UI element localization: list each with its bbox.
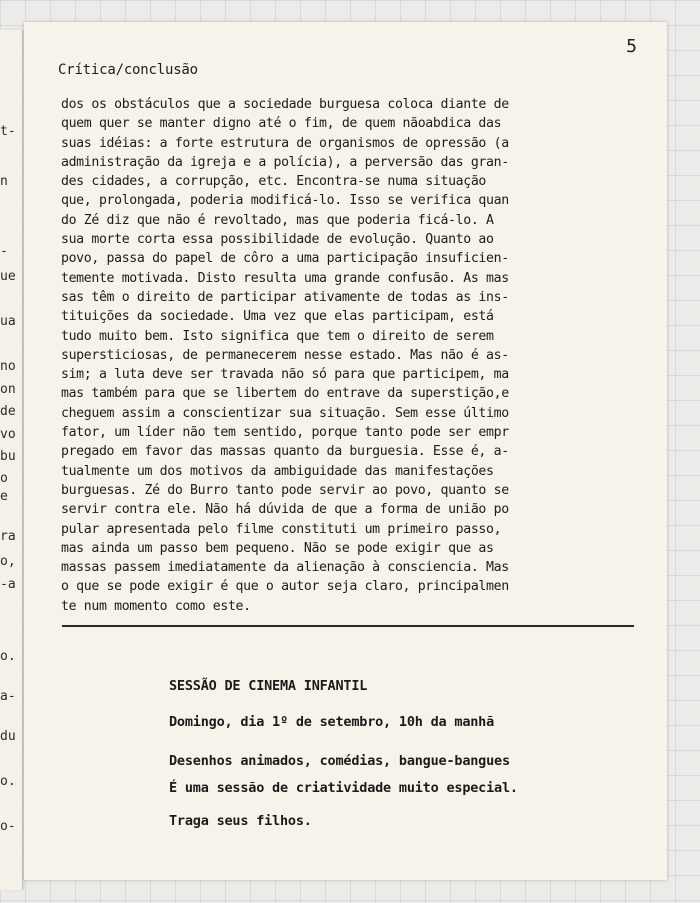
text-line: quem quer se manter digno até o fim, de quem nãoabdica das <box>61 116 502 132</box>
text-line: sim; a luta deve ser travada não só para que participem, ma <box>61 367 509 383</box>
text-line: fator, um líder não tem sentido, porque tanto pode ser empr <box>61 425 509 441</box>
text-line: temente motivada. Disto resulta uma grande confusão. As mas <box>61 270 509 286</box>
prev-page-fragment: ua <box>0 315 16 329</box>
prev-page-fragment: ra <box>0 530 16 544</box>
text-line: sas têm o direito de participar ativamente de todas as ins- <box>61 289 509 305</box>
prev-page-fragment: a- <box>0 690 16 704</box>
text-line: tituições da sociedade. Uma vez que elas participam, está <box>61 309 494 325</box>
previous-page-edge <box>0 30 23 890</box>
notice-title: SESSÃO DE CINEMA INFANTIL <box>169 678 368 694</box>
text-line: supersticiosas, de permanecerem nesse estado. Mas não é as- <box>61 347 509 363</box>
prev-page-fragment: du <box>0 730 16 744</box>
divider-rule <box>62 625 634 627</box>
section-heading: Crítica/conclusão <box>58 62 198 78</box>
text-line: que, prolongada, poderia modificá-lo. Isso se verifica quan <box>61 193 509 209</box>
prev-page-fragment: no <box>0 360 16 374</box>
prev-page-fragment: t- <box>0 125 16 139</box>
text-line: tudo muito bem. Isto significa que tem o direito de serem <box>61 328 494 344</box>
text-line: administração da igreja e a polícia), a perversão das gran- <box>61 154 509 170</box>
text-line: o que se pode exigir é que o autor seja claro, principalmen <box>61 579 509 595</box>
prev-page-fragment: -a <box>0 578 16 592</box>
prev-page-fragment: o. <box>0 650 16 664</box>
text-line: do Zé diz que não é revoltado, mas que poderia ficá-lo. A <box>61 212 494 228</box>
prev-page-fragment: de <box>0 405 16 419</box>
text-line: mas também para que se libertem do entrave da superstição,e <box>61 386 509 402</box>
text-line: servir contra ele. Não há dúvida de que a forma de união po <box>61 502 509 518</box>
prev-page-fragment: e <box>0 490 8 504</box>
prev-page-fragment: ue <box>0 270 16 284</box>
text-line: dos os obstáculos que a sociedade burguesa coloca diante de <box>61 97 509 112</box>
text-line: te num momento como este. <box>61 598 251 614</box>
text-line: suas idéias: a forte estrutura de organismos de opressão (a <box>61 135 509 151</box>
notice-description: É uma sessão de criatividade muito especial. <box>169 780 518 796</box>
prev-page-fragment: o. <box>0 775 16 789</box>
prev-page-fragment: o, <box>0 555 16 569</box>
prev-page-fragment: n <box>0 175 8 189</box>
text-line: pregado em favor das massas quanto da burguesia. Esse é, a- <box>61 444 509 460</box>
text-line: povo, passa do papel de côro a uma participação insuficien- <box>61 251 509 267</box>
document-page <box>24 22 667 880</box>
text-line: cheguem assim a conscientizar sua situação. Sem esse último <box>61 405 509 421</box>
prev-page-fragment: o <box>0 472 8 486</box>
text-line: massas passem imediatamente da alienação à consciencia. Mas <box>61 560 509 576</box>
text-line: mas ainda um passo bem pequeno. Não se pode exigir que as <box>61 540 494 556</box>
text-line: tualmente um dos motivos da ambiguidade das manifestações <box>61 463 494 479</box>
prev-page-fragment: - <box>0 245 8 259</box>
notice-date: Domingo, dia 1º de setembro, 10h da manhã <box>169 714 495 730</box>
text-line: pular apresentada pelo filme constituti um primeiro passo, <box>61 521 502 537</box>
prev-page-fragment: vo <box>0 428 16 442</box>
prev-page-fragment: o- <box>0 820 16 834</box>
notice-program: Desenhos animados, comédias, bangue-bangues <box>169 753 510 769</box>
prev-page-fragment: on <box>0 383 16 397</box>
notice-invitation: Traga seus filhos. <box>169 813 312 829</box>
prev-page-fragment: bu <box>0 450 16 464</box>
body-text <box>61 95 635 616</box>
text-line: sua morte corta essa possibilidade de evolução. Quanto ao <box>61 232 494 248</box>
text-line: des cidades, a corrupção, etc. Encontra-se numa situação <box>61 174 487 190</box>
text-line: burguesas. Zé do Burro tanto pode servir ao povo, quanto se <box>61 482 509 498</box>
page-number: 5 <box>626 36 637 57</box>
